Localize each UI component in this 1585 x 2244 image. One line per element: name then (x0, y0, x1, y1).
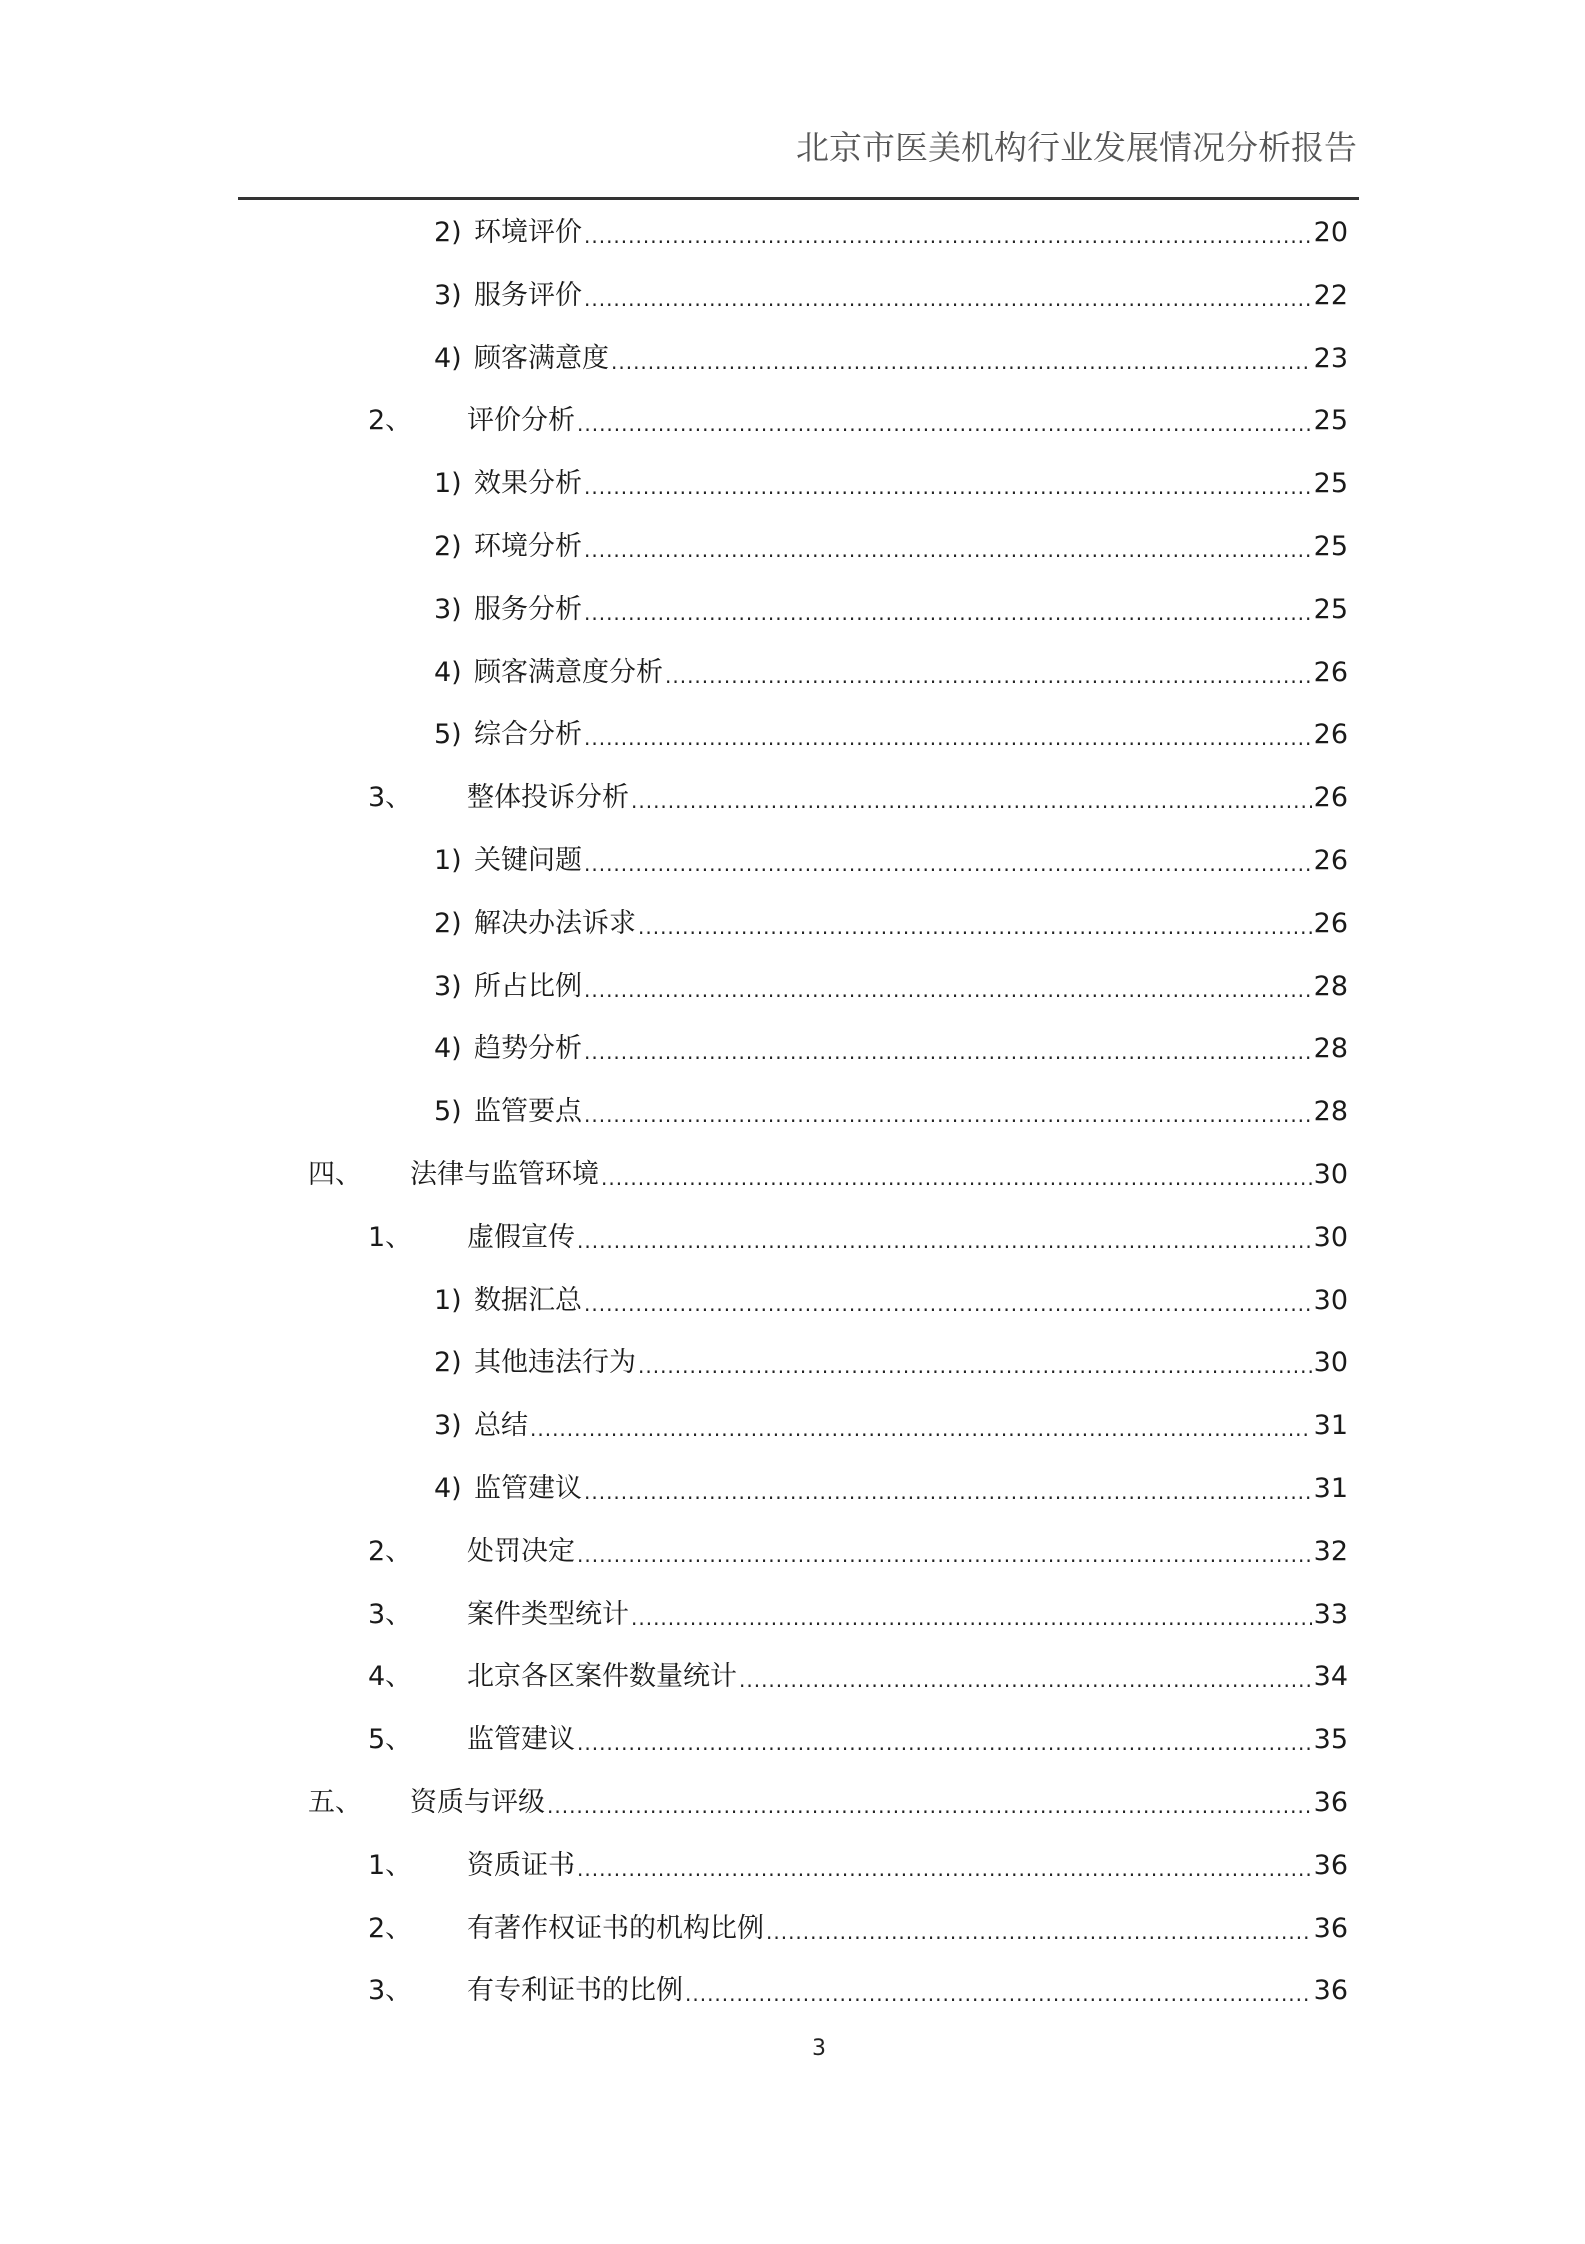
toc-entry-title: 整体投诉分析 (467, 782, 629, 813)
toc-entry-page: 36 (1313, 1913, 1348, 1944)
toc-entry-page: 25 (1313, 594, 1348, 625)
toc-entry[interactable] (434, 1406, 1348, 1446)
toc-entry-number: 1) (434, 1285, 462, 1316)
toc-entry-title: 综合分析 (474, 719, 582, 750)
toc-entry-number: 1) (434, 468, 462, 499)
dot-leader (766, 1915, 1312, 1949)
toc-entry-number: 2、 (368, 1536, 413, 1567)
dot-leader (584, 470, 1312, 504)
toc-entry-number: 2、 (368, 1913, 413, 1944)
toc-entry-number: 5) (434, 719, 462, 750)
dot-leader (584, 973, 1312, 1007)
toc-entry-title: 数据汇总 (474, 1285, 582, 1316)
toc-entry-title: 趋势分析 (474, 1033, 582, 1064)
toc-entry-number: 3) (434, 594, 462, 625)
dot-leader (584, 1098, 1312, 1132)
dot-leader (611, 345, 1312, 379)
dot-leader (739, 1663, 1312, 1697)
toc-entry-number: 5、 (368, 1724, 413, 1755)
toc-entry-title: 所占比例 (474, 971, 582, 1002)
toc-entry-title: 处罚决定 (467, 1536, 575, 1567)
toc-entry-page: 28 (1313, 1096, 1348, 1127)
toc-entry-number: 4、 (368, 1661, 413, 1692)
toc-entry-title: 顾客满意度 (474, 343, 609, 374)
toc-entry[interactable] (434, 276, 1348, 316)
toc-entry-title: 服务分析 (474, 594, 582, 625)
toc-entry-page: 35 (1313, 1724, 1348, 1755)
toc-entry-page: 30 (1313, 1347, 1348, 1378)
dot-leader (577, 1852, 1312, 1886)
dot-leader (577, 407, 1312, 441)
toc-entry-number: 3) (434, 280, 462, 311)
toc-entry[interactable] (434, 1281, 1348, 1321)
dot-leader (584, 219, 1312, 253)
dot-leader (584, 721, 1312, 755)
toc-entry-page: 26 (1313, 719, 1348, 750)
dot-leader (638, 1349, 1312, 1383)
toc-entry[interactable] (368, 1218, 1348, 1258)
toc-entry-page: 31 (1313, 1410, 1348, 1441)
toc-entry[interactable] (434, 904, 1348, 944)
dot-leader (631, 1601, 1312, 1635)
toc-entry-number: 3、 (368, 1975, 413, 2006)
toc-entry-title: 服务评价 (474, 280, 582, 311)
toc-entry-title: 总结 (474, 1410, 528, 1441)
toc-entry-page: 25 (1313, 531, 1348, 562)
toc-entry-page: 25 (1313, 468, 1348, 499)
toc-entry-number: 3、 (368, 782, 413, 813)
toc-entry-title: 效果分析 (474, 468, 582, 499)
toc-entry-title: 资质证书 (467, 1850, 575, 1881)
toc-entry-number: 4) (434, 657, 462, 688)
toc-entry-number: 1) (434, 845, 462, 876)
toc-entry[interactable] (434, 1469, 1348, 1509)
toc-entry-title: 有专利证书的比例 (467, 1975, 683, 2006)
toc-entry-number: 5) (434, 1096, 462, 1127)
toc-entry-title: 关键问题 (474, 845, 582, 876)
toc-entry-page: 36 (1313, 1787, 1348, 1818)
toc-entry-page: 36 (1313, 1975, 1348, 2006)
toc-entry[interactable] (308, 1155, 1348, 1195)
dot-leader (584, 282, 1312, 316)
toc-entry[interactable] (368, 401, 1348, 441)
toc-entry-page: 26 (1313, 845, 1348, 876)
toc-entry-page: 20 (1313, 217, 1348, 248)
toc-entry[interactable] (368, 778, 1348, 818)
toc-entry-page: 25 (1313, 405, 1348, 436)
toc-entry-number: 2) (434, 531, 462, 562)
toc-entry[interactable] (434, 1343, 1348, 1383)
toc-entry-number: 2) (434, 908, 462, 939)
header-divider (238, 197, 1359, 200)
toc-entry[interactable] (368, 1657, 1348, 1697)
toc-entry-page: 28 (1313, 1033, 1348, 1064)
toc-entry[interactable] (368, 1532, 1348, 1572)
toc-entry-page: 36 (1313, 1850, 1348, 1881)
toc-entry-number: 四、 (308, 1159, 362, 1190)
toc-entry-page: 28 (1313, 971, 1348, 1002)
toc-entry[interactable] (368, 1846, 1348, 1886)
toc-entry-page: 30 (1313, 1159, 1348, 1190)
toc-entry[interactable] (368, 1595, 1348, 1635)
toc-entry-number: 2) (434, 1347, 462, 1378)
toc-entry-title: 虚假宣传 (467, 1222, 575, 1253)
dot-leader (631, 784, 1312, 818)
toc-entry-number: 4) (434, 1473, 462, 1504)
toc-entry-number: 1、 (368, 1850, 413, 1881)
toc-entry-title: 资质与评级 (410, 1787, 545, 1818)
toc-entry[interactable] (368, 1720, 1348, 1760)
toc-entry[interactable] (434, 1092, 1348, 1132)
toc-entry[interactable] (308, 1783, 1348, 1823)
toc-entry[interactable] (434, 653, 1348, 693)
toc-entry-page: 23 (1313, 343, 1348, 374)
toc-entry-page: 34 (1313, 1661, 1348, 1692)
toc-entry-title: 监管要点 (474, 1096, 582, 1127)
dot-leader (577, 1224, 1312, 1258)
toc-entry[interactable] (434, 841, 1348, 881)
toc-entry-page: 30 (1313, 1285, 1348, 1316)
toc-entry-title: 北京各区案件数量统计 (467, 1661, 737, 1692)
toc-entry-title: 顾客满意度分析 (474, 657, 663, 688)
dot-leader (584, 1035, 1312, 1069)
toc-entry[interactable] (434, 715, 1348, 755)
dot-leader (584, 1287, 1312, 1321)
toc-entry-title: 案件类型统计 (467, 1599, 629, 1630)
toc-entry-title: 环境分析 (474, 531, 582, 562)
toc-entry-title: 监管建议 (467, 1724, 575, 1755)
dot-leader (584, 1475, 1312, 1509)
toc-entry[interactable] (434, 967, 1348, 1007)
dot-leader (530, 1412, 1312, 1446)
dot-leader (601, 1161, 1312, 1195)
toc-entry-page: 26 (1313, 782, 1348, 813)
toc-entry-page: 32 (1313, 1536, 1348, 1567)
dot-leader (584, 596, 1312, 630)
toc-entry-title: 解决办法诉求 (474, 908, 636, 939)
toc-entry-title: 其他违法行为 (474, 1347, 636, 1378)
toc-entry-number: 3) (434, 1410, 462, 1441)
toc-entry-title: 评价分析 (467, 405, 575, 436)
toc-entry-number: 3) (434, 971, 462, 1002)
toc-entry-page: 26 (1313, 908, 1348, 939)
toc-entry-page: 26 (1313, 657, 1348, 688)
dot-leader (685, 1977, 1312, 2011)
toc-entry-title: 监管建议 (474, 1473, 582, 1504)
dot-leader (584, 533, 1312, 567)
toc-entry[interactable] (434, 1029, 1348, 1069)
toc-entry-number: 4) (434, 343, 462, 374)
toc-entry[interactable] (434, 213, 1348, 253)
toc-entry[interactable] (434, 339, 1348, 379)
toc-entry-number: 3、 (368, 1599, 413, 1630)
dot-leader (577, 1538, 1312, 1572)
toc-entry-page: 33 (1313, 1599, 1348, 1630)
dot-leader (577, 1726, 1312, 1760)
document-header-title: 北京市医美机构行业发展情况分析报告 (796, 128, 1357, 167)
toc-entry-number: 2、 (368, 405, 413, 436)
toc-entry[interactable] (434, 464, 1348, 504)
toc-entry-title: 法律与监管环境 (410, 1159, 599, 1190)
toc-entry-number: 2) (434, 217, 462, 248)
toc-entry[interactable] (434, 590, 1348, 630)
dot-leader (584, 847, 1312, 881)
dot-leader (547, 1789, 1312, 1823)
toc-entry-page: 31 (1313, 1473, 1348, 1504)
page-number: 3 (812, 2036, 826, 2061)
toc-entry[interactable] (368, 1909, 1348, 1949)
dot-leader (638, 910, 1312, 944)
toc-entry-page: 22 (1313, 280, 1348, 311)
toc-entry-number: 4) (434, 1033, 462, 1064)
toc-entry-title: 有著作权证书的机构比例 (467, 1913, 764, 1944)
toc-entry[interactable] (434, 527, 1348, 567)
dot-leader (665, 659, 1312, 693)
toc-entry-number: 五、 (308, 1787, 362, 1818)
toc-entry-title: 环境评价 (474, 217, 582, 248)
toc-entry-page: 30 (1313, 1222, 1348, 1253)
toc-entry-number: 1、 (368, 1222, 413, 1253)
toc-entry[interactable] (368, 1971, 1348, 2011)
